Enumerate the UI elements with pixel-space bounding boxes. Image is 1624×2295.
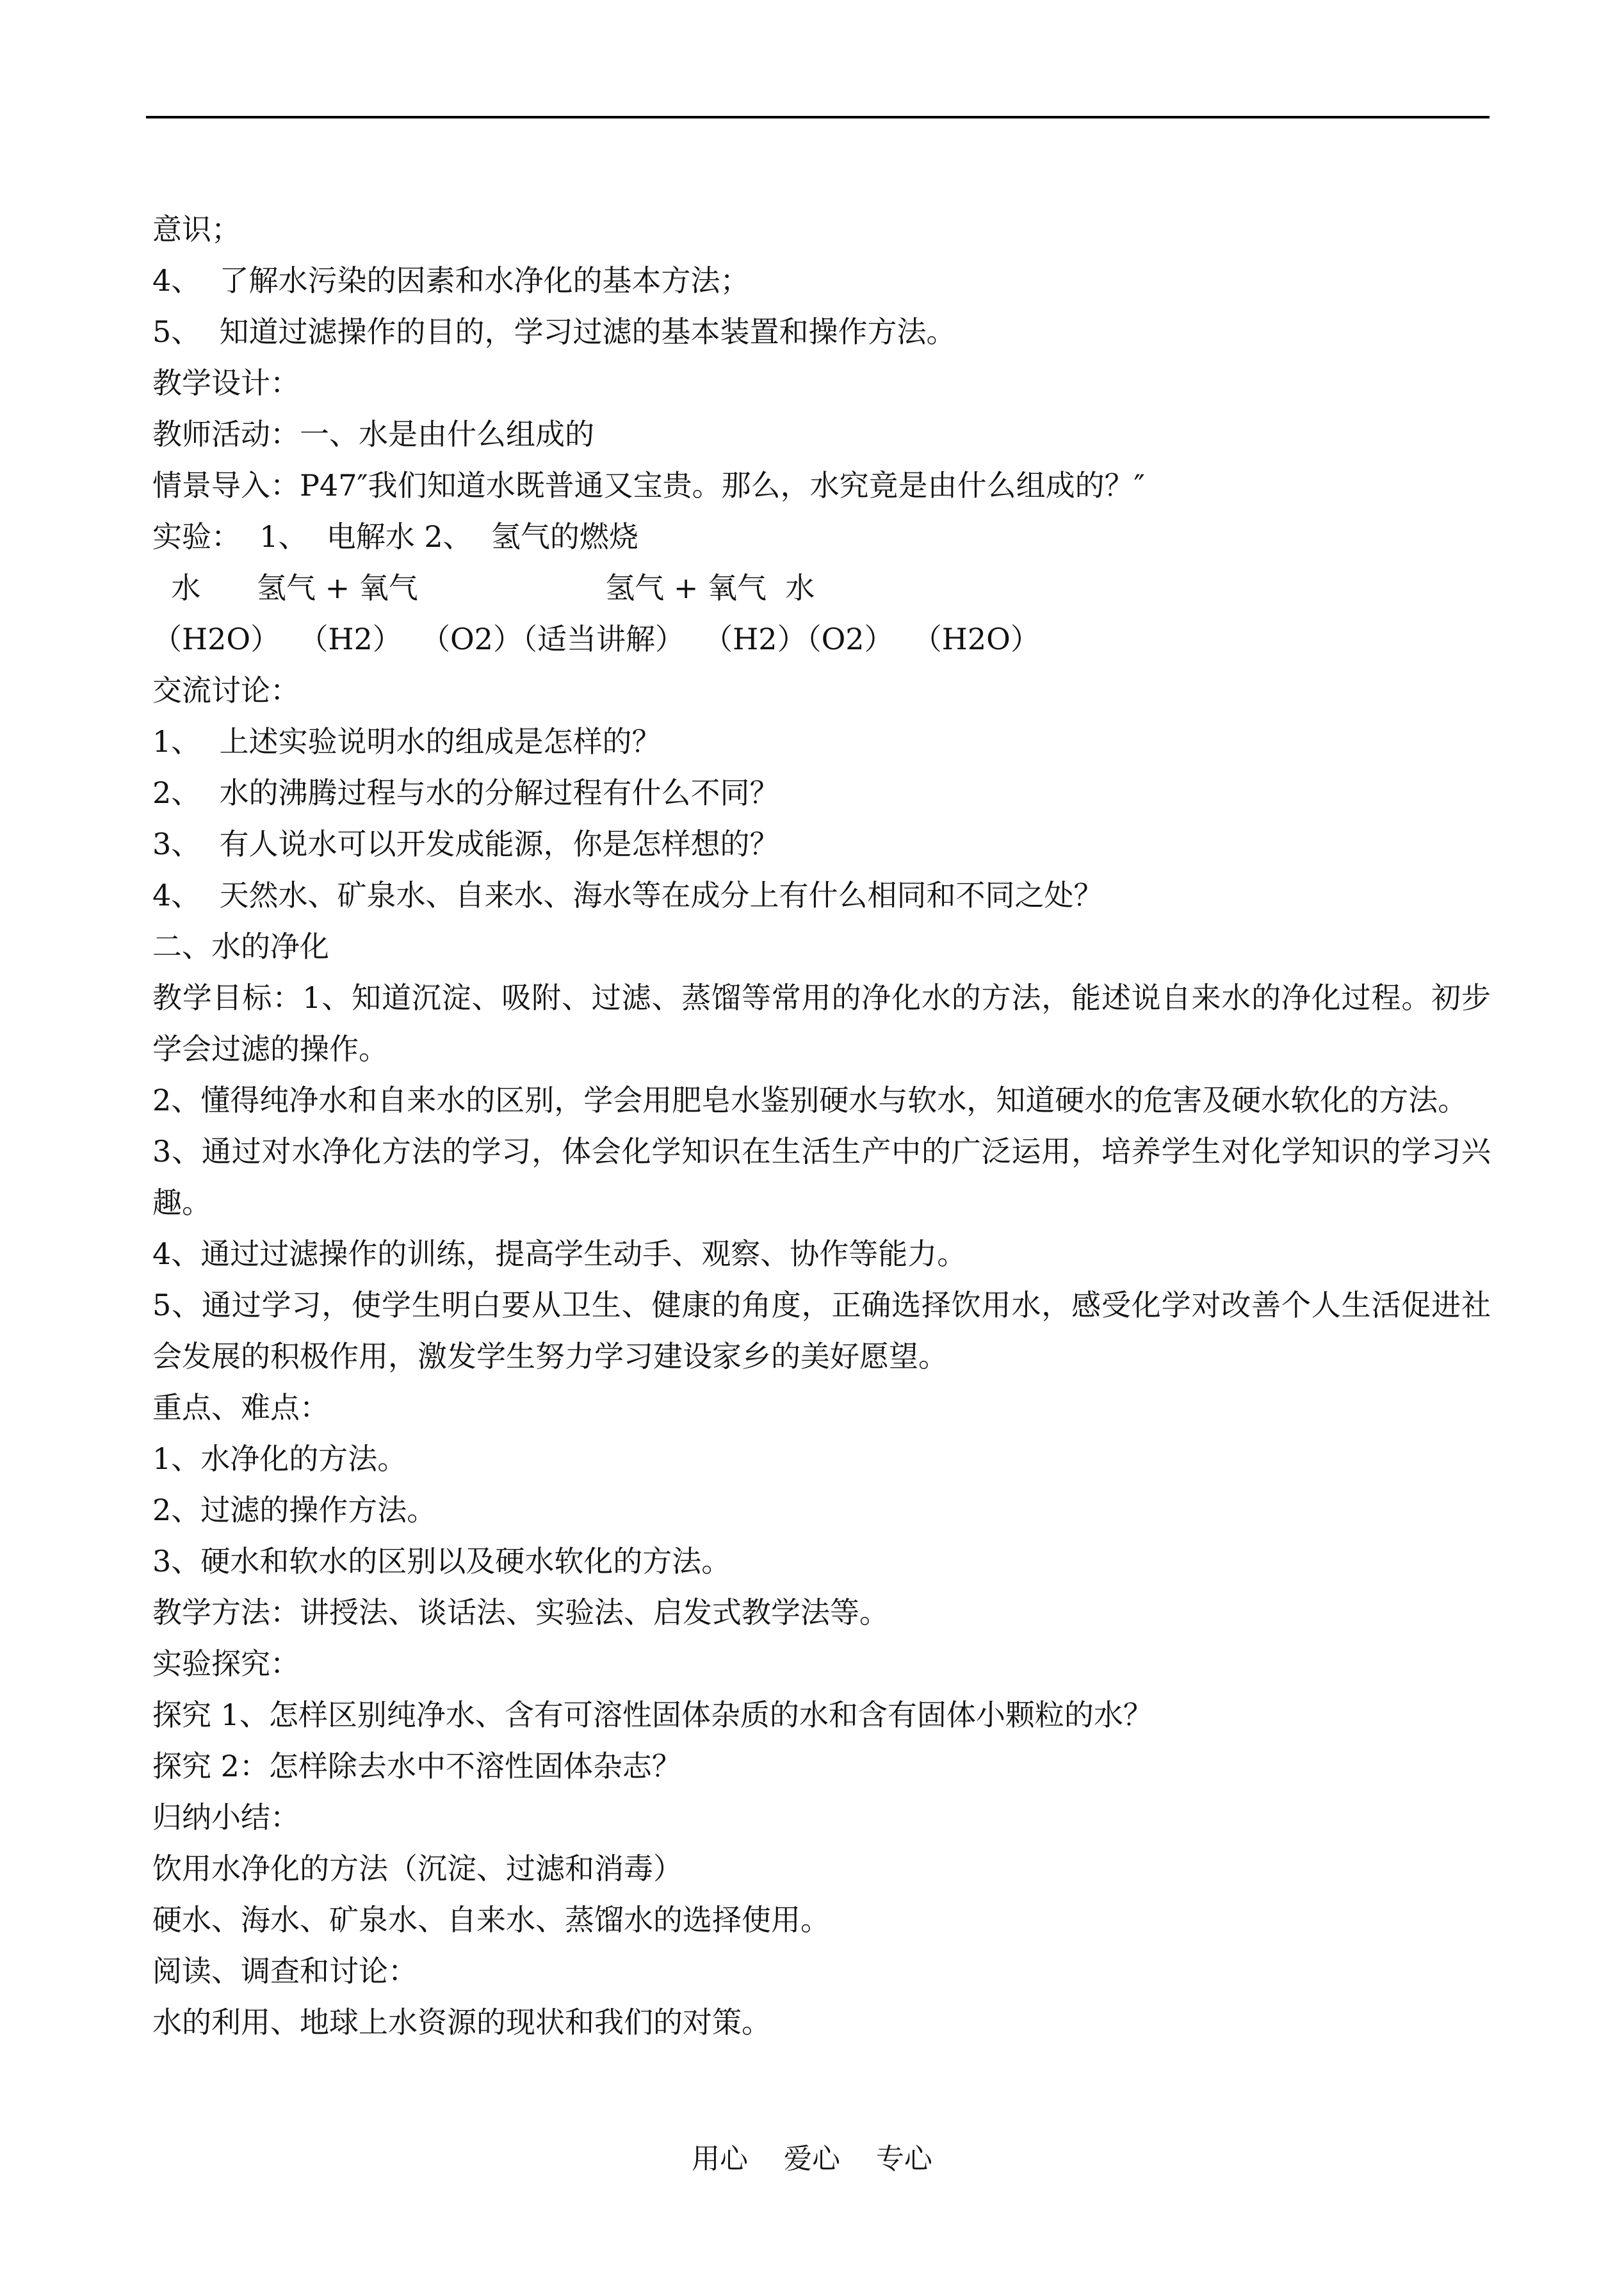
page-footer: 用心 爱心 专心 — [692, 2143, 932, 2175]
text-line: 教学方法：讲授法、谈话法、实验法、启发式教学法等。 — [152, 1595, 889, 1630]
formula-line: （H2O） （H2） （O2）（适当讲解） （H2）（O2） （H2O） — [152, 622, 1040, 656]
header-rule — [146, 116, 1490, 118]
text-line: 水的利用、地球上水资源的现状和我们的对策。 — [152, 2005, 771, 2040]
text-line: 重点、难点： — [152, 1390, 329, 1425]
document-body — [152, 204, 1491, 2048]
text-line: 3、 有人说水可以开发成能源，你是怎样想的？ — [152, 827, 779, 861]
text-line: 5、 知道过滤操作的目的，学习过滤的基本装置和操作方法。 — [152, 314, 956, 349]
text-line: 教学设计： — [152, 366, 300, 400]
text-line: 探究 2：怎样除去水中不溶性固体杂志？ — [152, 1749, 681, 1783]
equation-line: 水 氢气 + 氧气 氢气 + 氧气 水 — [152, 571, 815, 605]
text-line: 交流讨论： — [152, 673, 300, 708]
text-line: 1、水净化的方法。 — [152, 1441, 407, 1476]
text-line: 4、 了解水污染的因素和水净化的基本方法； — [152, 263, 750, 298]
text-line: 4、通过过滤操作的训练，提高学生动手、观察、协作等能力。 — [152, 1237, 967, 1271]
text-line: 3、硬水和软水的区别以及硬水软化的方法。 — [152, 1544, 731, 1578]
text-line: 饮用水净化的方法（沉淀、过滤和消毒） — [152, 1851, 683, 1886]
text-line: 意识； — [152, 212, 241, 247]
text-line: 4、 天然水、矿泉水、自来水、海水等在成分上有什么相同和不同之处？ — [152, 878, 1103, 912]
text-line: 探究 1、怎样区别纯净水、含有可溶性固体杂质的水和含有固体小颗粒的水？ — [152, 1698, 1153, 1732]
text-line: 阅读、调查和讨论： — [152, 1954, 418, 1988]
paragraph: 教学目标：1、知道沉淀、吸附、过滤、蒸馏等常用的净化水的方法，能述说自来水的净化过程。初步学会过滤的操作。 — [152, 980, 1491, 1066]
text-line: 1、 上述实验说明水的组成是怎样的？ — [152, 724, 662, 759]
paragraph: 5、通过学习，使学生明白要从卫生、健康的角度，正确选择饮用水，感受化学对改善个人生活促进社会发展的积极作用，激发学生努力学习建设家乡的美好愿望。 — [152, 1288, 1491, 1374]
text-line: 情景导入：P47″我们知道水既普通又宝贵。那么，水究竟是由什么组成的？″ — [152, 468, 1145, 503]
text-line: 2、过滤的操作方法。 — [152, 1493, 437, 1527]
text-line: 教师活动：一、水是由什么组成的 — [152, 417, 594, 451]
text-line: 硬水、海水、矿泉水、自来水、蒸馏水的选择使用。 — [152, 1902, 830, 1937]
text-line: 实验： 1、 电解水 2、 氢气的燃烧 — [152, 519, 638, 554]
text-line: 归纳小结： — [152, 1800, 300, 1835]
paragraph: 3、通过对水净化方法的学习，体会化学知识在生活生产中的广泛运用，培养学生对化学知识的学习兴趣。 — [152, 1134, 1491, 1220]
section-heading: 二、水的净化 — [152, 929, 329, 964]
paragraph: 2、懂得纯净水和自来水的区别，学会用肥皂水鉴别硬水与软水，知道硬水的危害及硬水软化的方法。 — [152, 1083, 1468, 1117]
text-line: 2、 水的沸腾过程与水的分解过程有什么不同？ — [152, 775, 779, 810]
text-line: 实验探究： — [152, 1646, 300, 1681]
